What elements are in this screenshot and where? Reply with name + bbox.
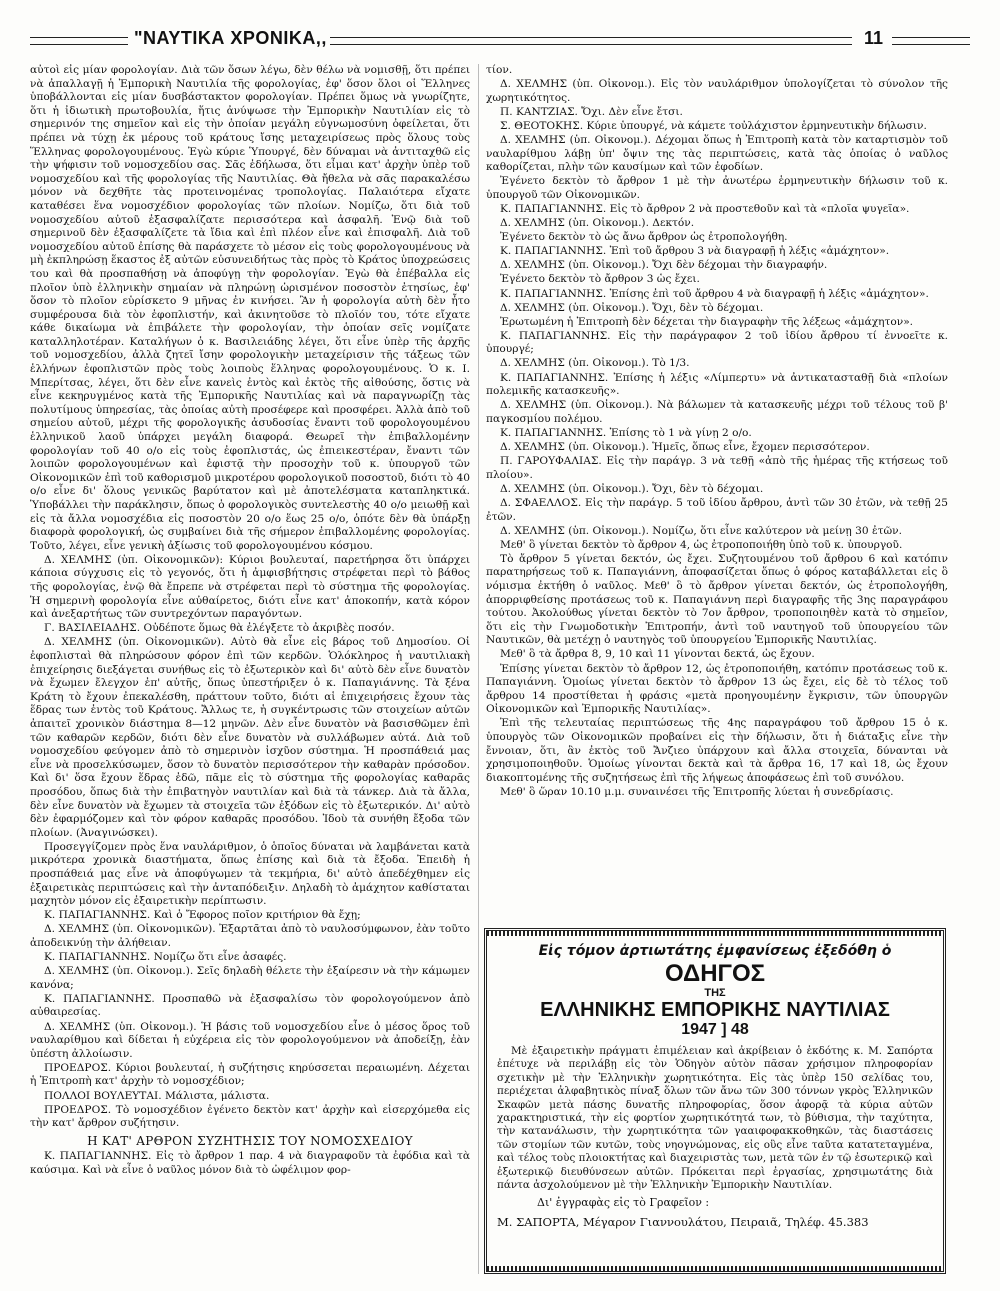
article-paragraph: Μεθ' ὃ γίνεται δεκτὸν τὸ ἄρθρον 4, ὡς ἐτροποποιήθη ὑπὸ τοῦ κ. ὑπουργοῦ. [500, 538, 903, 551]
article-paragraph: Σ. ΘΕΟΤΟΚΗΣ. Κύριε ὑπουργέ, νὰ κάμετε τοὐλάχιστον ἑρμηνευτικὴν δήλωσιν. [500, 119, 927, 132]
section-title: Η ΚΑΤ' ΑΡΘΡΟΝ ΣΥΖΗΤΗΣΙΣ ΤΟΥ ΝΟΜΟΣΧΕΔΙΟΥ [87, 1133, 413, 1148]
advert-years: 1947 ] 48 [681, 1021, 749, 1038]
article-paragraph: Ἐγένετο δεκτὸν τὸ ὡς ἄνω ἄρθρον ὡς ἐτροπολογήθη. [500, 231, 788, 244]
article-paragraph: Π. ΚΑΝΤΖΙΑΣ. Ὄχι. Δὲν εἶνε ἔτσι. [500, 105, 683, 118]
article-paragraph: Μεθ' ὃ ὥραν 10.10 μ.μ. συναινέσει τῆς Ἐπιτροπῆς λύεται ἡ συνεδρίασις. [500, 785, 894, 798]
article-paragraph: Δ. ΧΕΛΜΗΣ (ὑπ. Οἰκονομ.). Εἰς τὸν ναυλάριθμον ὑπολογίζεται τὸ σύνολον τῆς χωρητικότητος. [486, 78, 948, 104]
article-paragraph: Ἐρωτωμένη ἡ Ἐπιτροπὴ δὲν δέχεται τὴν διαγραφὴν τῆς λέξεως «ἀμάχητον». [500, 315, 914, 328]
article-paragraph: Δ. ΧΕΛΜΗΣ (ὑπ. Οἰκονομ.). Ὄχι δὲν δέχομαι τὴν διαγραφήν. [500, 259, 828, 272]
page-number: 11 [864, 28, 884, 48]
article-paragraph: Κ. ΠΑΠΑΓΙΑΝΝΗΣ. Ἐπὶ τοῦ ἄρθρου 3 νὰ διαγραφῇ ἡ λέξις «ἀμάχητον». [500, 245, 890, 258]
article-paragraph: ΠΟΛΛΟΙ ΒΟΥΛΕΥΤΑΙ. Μάλιστα, μάλιστα. [44, 1089, 270, 1102]
article-paragraph: αὐτοὶ εἰς μίαν φορολογίαν. Διὰ τῶν ὅσων λέγω, δὲν θέλω νὰ νομισθῇ, ὅτι πρέπει νὰ ἀπαλλαγῇ ἡ Ἐμπορικὴ Ναυτιλία τῆς φορολογίας, ἐφ' ὅσον ὅλοι οἱ Ἕλληνες ὑποβάλλονται εἰς μίαν δυσβάστακτον φορολογίαν. Πρέπει ὅμως νὰ γνωρίζητε, ὅτι ἡ ἰδιωτικὴ πρωτοβουλία, ἥτις ἀνύψωσε τὴν Ἐμπορικὴν Ναυτιλίαν εἰς τὸ σημερινόν της σημεῖον καὶ εἰς τὴν ὁποίαν μεγάλη εὐγνωμοσύνη ὀφείλεται, ὅτι πρέπει νὰ τύχῃ ἐκ μέρους τοῦ κράτους ἴσης μεταχειρίσεως πρὸς ὅλους τοὺς Ἕλληνας φορολογουμένους. Ἐγὼ κύριε Ὑπουργέ, δὲν δύναμαι νὰ ἀντιταχθῶ εἰς τὴν ψήφισιν τοῦ νομοσχεδίου σας. Σᾶς ἐδήλωσα, ὅτι εἶμαι κατ' ἀρχὴν ὑπὲρ τοῦ νομοσχεδίου καὶ τῆς φορολογίας τῆς Ναυτιλίας. Θὰ ἤθελα νὰ σᾶς παρακαλέσω μόνον νὰ δεχθῆτε τὰς προτεινομένας τροπολογίας. Παλαιότερα εἴχατε καταθέσει ἕνα νομοσχέδιον φορολογίας τῶν πλοίων. Νομίζω, ὅτι διὰ τοῦ νομοσχεδίου αὐτοῦ ἐξασφαλίζατε περισσότερα καὶ ἀσφαλῆ. Ἐνῷ διὰ τοῦ σημερινοῦ δὲν ἐξασφαλίζετε τὰ ἴδια καὶ ἐπὶ πλέον εἶνε καὶ ἐπισφαλῆ. Διὰ τοῦ νομοσχεδίου αὐτοῦ ἐπίσης θὰ παράσχετε τὸ μέσον εἰς τοὺς φορολογουμένους νὰ μὴ ἐκπληρώσῃ ἕκαστος ἐξ αὐτῶν εὐσυνειδήτως τὰς πρὸς τὸ Κράτος ὑποχρεώσεις του καὶ θὰ προσπαθήσῃ νὰ ἀποφύγῃ τὴν φορολογίαν. Ἐγὼ θὰ ἐπέβαλλα εἰς πλοῖον ὑπὸ ἑλληνικὴν σημαίαν νὰ πληρώνῃ ὡρισμένον ποσοστὸν ἐτησίως, ἐφ' ὅσον τὸ πλοῖον εὑρίσκετο 9 μῆνας ἐν κινήσει. Ἂν ἡ φορολογία αὐτὴ δὲν ἦτο συμφέρουσα διὰ τὸν ἐφοπλιστήν, καὶ ἀκινητοῦσε τὸ πλοῖόν του, τότε εἴχατε κάθε δικαίωμα νὰ ἐπιβάλετε τὴν φορολογίαν, τὴν ὁποίαν σεῖς νομίζατε καταλληλοτέραν. Καταλήγων ὁ κ. Βασιλειάδης λέγει, ὅτι εἶνε ὑπὲρ τῆς ἀρχῆς τοῦ νομοσχεδίου, ἀλλὰ ζητεῖ ἴσην φορολογικὴν μεταχείρισιν τῆς τάξεως τῶν ἑλλήνων ἐφοπλιστῶν πρὸς τοὺς λοιποὺς ἕλληνας φορολογουμένους. Ὁ κ. Ι. Μπερίτσας, λέγει, ὅτι δὲν εἶνε κανεὶς ἐντὸς καὶ ἐκτὸς τῆς αἰθούσης, ὅστις νὰ εἶνε κεκηρυγμένος κατὰ τῆς Ἐμπορικῆς Ναυτιλίας καὶ νὰ παραγνωρίζῃ τὰς πολυτίμους ὑπηρεσίας, τὰς ὁποίας αὐτὴ προσέφερε καὶ προσφέρει. Ἀλλὰ ἀπὸ τοῦ σημείου αὐτοῦ, μέχρι τῆς φορολογικῆς ἀσυδοσίας ἔναντι τοῦ φορολογουμένου ἑλληνικοῦ λαοῦ ὑπάρχει μεγάλη διαφορά. Θεωρεῖ τὴν ἐπιβαλλομένην φορολογίαν τοῦ 40 ο/ο εἰς τοὺς ἐφοπλιστάς, ὡς ἐπιεικεστέραν, ἔναντι τῶν λοιπῶν φορολογουμένων καὶ ἐφιστᾷ τὴν προσοχὴν τοῦ κ. ὑπουργοῦ τῶν Οἰκονομικῶν ἐπὶ τοῦ καθορισμοῦ μικροτέρου φορολογικοῦ ποσοστοῦ, διότι τὸ 40 ο/ο εἶνε δι' ὅλους γενικῶς βαρύτατον καὶ μὲ ἀποτελέσματα καταπληκτικά. Ὑποβάλλει τὴν παράκλησιν, ὅπως ὁ φορολογικὸς συντελεστὴς 40 ο/ο μειωθῇ καὶ εἰς τὰ ἄλλα νομοσχέδια εἰς ποσοστὸν 20 ο/ο ἕως 25 ο/ο, ὁπότε δὲν θὰ ὑπάρξῃ διαφορὰ φορολογική, ὡς συμβαίνει διὰ τῆς σήμερον ἐπιβαλλομένης φορολογίας. Τοῦτο, λέγει, εἶνε γενικὴ ἀξίωσις τοῦ φορολογουμένου κόσμου. [30, 64, 470, 552]
article-paragraph: Δ. ΣΦΑΕΛΛΟΣ. Εἰς τὴν παράγρ. 5 τοῦ ἰδίου ἄρθρου, ἀντὶ τῶν 30 ἐτῶν, νὰ τεθῇ 25 ἐτῶν. [486, 496, 948, 523]
advert-border-strip [487, 931, 943, 936]
article-paragraph: Τὸ ἄρθρον 5 γίνεται δεκτόν, ὡς ἔχει. Συζητουμένου τοῦ ἄρθρου 6 καὶ κατόπιν παρατηρήσεως τοῦ κ. Παπαγιάννη, ἀποφασίζεται ὅπως ὁ φόρος καταβάλλεται εἰς ὃ νόμισμα ἐκτήθη ὁ ναῦλος. Μεθ' ὃ τὸ ἄρθρον γίνεται δεκτόν, ὡς ἐτροπολογήθη, ἀπορριφθείσης προτάσεως τοῦ κ. Παπαγιάννη περὶ διαγραφῆς τῆς 3ης παραγράφου τούτου. Ἀκολούθως γίνεται δεκτὸν τὸ 7ον ἄρθρον, τροποποιηθὲν κατὰ τὸ σημεῖον, ὅτι εἰς τὴν Γνωμοδοτικὴν Ἐπιτροπήν, ἀντὶ τοῦ ναυτηγοῦ τοῦ ὑπουργείου τῶν Ναυτικῶν, θὰ μετέχῃ ὁ ναυτηγὸς τοῦ ὑπουργείου Ἐμπορικῆς Ναυτιλίας. [486, 552, 948, 647]
article-paragraph: Κ. ΠΑΠΑΓΙΑΝΝΗΣ. Ἐπίσης ἡ λέξις «Λίμπερτυ» νὰ ἀντικατασταθῇ διὰ «πλοίων πολεμικῆς κατασκευῆς». [486, 371, 948, 398]
article-paragraph: Γ. ΒΑΣΙΛΕΙΑΔΗΣ. Οὐδέποτε ὅμως θὰ ἐλέγξετε τὸ ἀκριβὲς ποσόν. [44, 622, 395, 635]
article-paragraph: Ἐγένετο δεκτὸν τὸ ἄρθρον 3 ὡς ἔχει. [500, 273, 700, 286]
article-paragraph: Δ. ΧΕΛΜΗΣ (ὑπ. Οἰκονομ.). Ὄχι, δὲν τὸ δέχομαι. [500, 301, 764, 314]
article-paragraph: Προσεγγίζομεν πρὸς ἕνα ναυλάριθμον, ὁ ὁποῖος δύναται νὰ λαμβάνεται κατὰ μικρότερα χρονικὰ διαστήματα, ὅπως ἐπίσης καὶ διὰ τὰ ἔξοδα. Ἐπειδὴ ἡ προσπάθειά μας εἶνε νὰ ἀποφύγωμεν τὰ τεκμήρια, δι' αὐτὸ ἀπεδέχθημεν εἰς ἐξαιρετικὰς περιπτώσεις καὶ τὴν ἀνταπόδειξιν. Δηλαδὴ τὸ ἀμάχητον καθίσταται μαχητὸν μόνον εἰς ἐξαιρετικὴν περίπτωσιν. [30, 840, 470, 908]
masthead: "ΝΑΥΤΙΚΑ ΧΡΟΝΙΚΑ,, [134, 28, 327, 48]
page-header [30, 28, 970, 54]
article-paragraph: Κ. ΠΑΠΑΓΙΑΝΝΗΣ. Εἰς τὸ ἄρθρον 1 παρ. 4 νὰ διαγραφοῦν τὰ ἐφόδια καὶ τὰ καύσιμα. Καὶ νὰ εἶνε ὁ ναῦλος μόνον διὰ τὸ ὠφέλιμον φορ- [30, 1150, 470, 1176]
article-paragraph: Δ. ΧΕΛΜΗΣ (ὑπ. Οἰκονομ.). Δεκτόν. [500, 217, 695, 230]
article-paragraph: Κ. ΠΑΠΑΓΙΑΝΝΗΣ. Καὶ ὁ Ἔφορος ποῖον κριτήριον θὰ ἔχῃ; [44, 909, 361, 922]
article-paragraph: Κ. ΠΑΠΑΓΙΑΝΝΗΣ. Ἐπίσης τὸ 1 νὰ γίνῃ 2 ο/ο. [500, 426, 752, 439]
article-paragraph: Κ. ΠΑΠΑΓΙΑΝΝΗΣ. Εἰς τὴν παράγραφον 2 τοῦ ἰδίου ἄρθρου τί ἐννοεῖτε κ. ὑπουργέ; [486, 329, 948, 356]
article-paragraph: Κ. ΠΑΠΑΓΙΑΝΝΗΣ. Προσπαθῶ νὰ ἐξασφαλίσω τὸν φορολογούμενον ἀπὸ αὐθαιρεσίας. [30, 992, 470, 1019]
article-paragraph: Δ. ΧΕΛΜΗΣ (ὑπ. Οἰκονομικῶν): Κύριοι βουλευταί, παρετήρησα ὅτι ὑπάρχει κάποια σύγχυσις εἰς τὸ γεγονός, ὅτι ἡ ἀμφισβήτησις στρέφεται περὶ τὸ βάθος τῆς φορολογίας, ἐνῷ θὰ ἔπρεπε νὰ στρέφεται περὶ τὸ σύστημα τῆς φορολογίας. Ἡ σημερινὴ φορολογία εἶνε αὐθαίρετος, διότι εἶνε κατ' ἀποκοπήν, κατὰ κόρον καὶ ἀνεξαρτήτως τῶν συντρεχόντων παραγόντων. [30, 553, 470, 621]
advert-subscription: Δι' ἐγγραφὰς εἰς τὸ Γραφεῖον : [537, 1196, 710, 1210]
advert-subject: ΕΛΛΗΝΙΚΗΣ ΕΜΠΟΡΙΚΗΣ ΝΑΥΤΙΛΙΑΣ [540, 999, 890, 1021]
article-paragraph: Δ. ΧΕΛΜΗΣ (ὑπ. Οἰκονομ.). Ἡμεῖς, ὅπως εἶνε, ἔχομεν περισσότερον. [500, 441, 870, 454]
advert-body: Μὲ ἐξαιρετικὴν πράγματι ἐπιμέλειαν καὶ ἀκρίβειαν ὁ ἐκδότης κ. Μ. Σαπόρτα ἐπέτυχε νὰ περιλάβῃ εἰς τὸν Ὁδηγὸν αὐτὸν πᾶσαν χρήσιμον πληροφορίαν σχετικὴν μὲ τὴν Ἑλληνικὴν χωρητικότητα. Εἰς τὰς ὑπὲρ 150 σελίδας του, περιέχεται ἀλφαβητικὸς πίναξ ὅλων τῶν ἄνω τῶν 300 τόννων γκρὸς Ἑλληνικῶν Σκαφῶν μετὰ πάσης δυνατῆς πληροφορίας, ὅσον ἀφορᾷ τὰ κύρια αὐτῶν χαρακτηριστικά, τὴν εἰς φορτίον χωρητικότητά των, τὸ βύθισμα, τὴν ταχύτητα, τὴν κατανάλωσιν, τὴν χωρητικότητα τῶν γααιφοφακκοθηκῶν, τὰς διαστάσεις τῶν στομίων τῶν κυτῶν, τοὺς νηογνώμονας, εἰς οὓς εἶνε ταῦτα κατατεταγμένα, καὶ τέλος τοὺς πλοιοκτήτας καὶ διαχειριστὰς των, μετὰ τῶν ἐν τῷ ἐσωτερικῷ καὶ ἐξωτερικῷ διευθύνσεων αὐτῶν. Πρόκειται περὶ ἐργασίας, χρησιμωτάτης διὰ πάντα ἀσχολούμενον μὲ τὴν Ἑλληνικὴν Ἐμπορικὴν Ναυτιλίαν. [497, 1045, 933, 1192]
advert-title: ΟΔΗΓΟΣ [664, 960, 766, 987]
article-paragraph: Δ. ΧΕΛΜΗΣ (ὑπ. Οἰκονομικῶν). Ἐξαρτᾶται ἀπὸ τὸ ναυλοσύμφωνον, ἐὰν τοῦτο ἀποδεικνύῃ τὴν ἀλήθειαν. [30, 923, 470, 949]
article-paragraph: Ἐπίσης γίνεται δεκτὸν τὸ ἄρθρον 12, ὡς ἐτροποποιήθη, κατόπιν προτάσεως τοῦ κ. Παπαγιάννη. Ὁμοίως γίνεται δεκτὸν τὸ ἄρθρον 13 ὡς ἔχει, εἰς δὲ τὸ τέλος τοῦ ἄρθρου 14 προστίθεται ἡ φράσις «μετὰ προηγουμένην ἔγκρισιν, τῶν ὑπουργῶν Οἰκονομικῶν καὶ Ἐμπορικῆς Ναυτιλίας». [486, 662, 948, 716]
header-rule-right [892, 37, 970, 45]
article-paragraph: Π. ΓΑΡΟΥΦΑΛΙΑΣ. Εἰς τὴν παράγρ. 3 νὰ τεθῇ «ἀπὸ τῆς ἡμέρας τῆς κτήσεως τοῦ πλοίου». [486, 455, 948, 481]
article-paragraph: ΠΡΟΕΔΡΟΣ. Κύριοι βουλευταί, ἡ συζήτησις κηρύσσεται περαιωμένη. Δέχεται ἡ Ἐπιτροπὴ κατ' ἀρχὴν τὸ νομοσχέδιον; [30, 1061, 470, 1088]
article-paragraph: Ἐγένετο δεκτὸν τὸ ἄρθρον 1 μὲ τὴν ἀνωτέρω ἑρμηνευτικὴν δήλωσιν τοῦ κ. ὑπουργοῦ τῶν Οἰκονομικῶν. [486, 175, 948, 201]
left-column [30, 64, 470, 1274]
article-paragraph: Ἐπὶ τῆς τελευταίας περιπτώσεως τῆς 4ης παραγράφου τοῦ ἄρθρου 15 ὁ κ. ὑπουργὸς τῶν Οἰκονομικῶν προβαίνει εἰς τὴν δήλωσιν, ὅτι ἡ διάταξις εἶνε τὴν ἔννοιαν, ὅτι, ἂν ἐκτὸς τοῦ Ἄνζιεο ὑπάρχουν καὶ ἄλλα στοιχεῖα, δύνανται νὰ χρησιμοποιηθοῦν. Ὁμοίως γίνονται δεκτὰ καὶ τὰ ἄρθρα 16, 17 καὶ 18, ὡς ἔχουν διακοπτομένης τῆς συζητήσεως ἐπὶ τῆς λήψεως ἀποφάσεως ἐπὶ τοῦ συνόλου. [486, 717, 948, 784]
advert-contact: Μ. ΣΑΠΟΡΤΑ, Μέγαρον Γιαννουλάτου, Πειραιᾶ, Τηλέφ. 45.383 [497, 1215, 869, 1230]
article-paragraph: Κ. ΠΑΠΑΓΙΑΝΝΗΣ. Εἰς τὸ ἄρθρον 2 νὰ προστεθοῦν καὶ τὰ «πλοῖα ψυγεῖα». [500, 202, 910, 215]
column-divider [478, 64, 479, 1274]
header-rule-left [30, 37, 128, 45]
header-rule-middle [330, 37, 852, 45]
article-paragraph: Δ. ΧΕΛΜΗΣ (ὑπ. Οἰκονομ.). Σεῖς δηλαδὴ θέλετε τὴν ἐξαίρεσιν νὰ τὴν κάμωμεν κανόνα; [30, 965, 470, 991]
advert-border-strip [487, 1266, 943, 1271]
advert-intro: Εἰς τόμον ἀρτιωτάτης ἐμφανίσεως ἐξεδόθη ὁ [538, 943, 892, 959]
article-paragraph: Δ. ΧΕΛΜΗΣ (ὑπ. Οἰκονομ.). Τὸ 1/3. [500, 357, 690, 370]
article-paragraph: Δ. ΧΕΛΜΗΣ (ὑπ. Οἰκονομ.). Νὰ βάλωμεν τὰ κατασκευῆς μέχρι τοῦ τέλους τοῦ β' παγκοσμίου πολέμου. [486, 399, 948, 425]
article-paragraph: Κ. ΠΑΠΑΓΙΑΝΝΗΣ. Ἐπίσης ἐπὶ τοῦ ἄρθρου 4 νὰ διαγραφῇ ἡ λέξις «ἀμάχητον». [500, 287, 929, 300]
article-paragraph: Δ. ΧΕΛΜΗΣ (ὑπ. Οἰκονομικῶν). Αὐτὸ θὰ εἶνε εἰς βάρος τοῦ Δημοσίου. Οἱ ἐφοπλισταὶ θὰ πληρώσουν φόρον ἐπὶ τῶν κερδῶν. Ὁλόκληρος ἡ ναυτιλιακὴ ἐπιχείρησις διεξάγεται συνήθως εἰς τὸ ἐξωτερικὸν καὶ δι' αὐτὸ δὲν εἶνε δυνατὸν νὰ ἔχωμεν ἔλεγχον ἐπ' αὐτῆς, ὅπως ὑπεστήριξεν ὁ κ. Παπαγιάννης. Τὰ ξένα Κράτη τὸ ἔχουν ἐπεκαλέσθη, πράττουν τοῦτο, διότι αἱ ἐπιχειρήσεις ἔχουν τὰς ἕδρας των ἐντὸς τοῦ Κράτους. Ἄλλως τε, ἡ συγκέντρωσις τῶν στοιχείων αὐτῶν ἀπαιτεῖ χρονικὸν διάστημα 8—12 μηνῶν. Δὲν εἶνε δυνατὸν νὰ βασισθῶμεν ἐπὶ τῶν καθαρῶν κερδῶν, διότι δὲν εἶνε δυνατὸν νὰ συλλάβωμεν αὐτά. Διὰ τοῦ νομοσχεδίου φεύγομεν ἀπὸ τὸ σημερινὸν ἰσχῦον σύστημα. Ἡ προσπάθειά μας εἶνε νὰ προσελκύσωμεν, ὅσον τὸ δυνατὸν περισσότερον τὴν καθαρὰν πρόσοδον. Καὶ δι' ὅσα ἔχουν ἕδρας ἐδῶ, πᾶμε εἰς τὸ σύστημα τῆς φορολογίας καθαρᾶς προσόδου, ὅπως διὰ τὴν ἐπιβατηγὸν ναυτιλίαν καὶ διὰ τὰ τάνκερ. Διὰ τὰ ἄλλα, δὲν εἶνε δυνατὸν νὰ ἔχωμεν τὰ στοιχεῖα τῶν ἐξόδων εἰς τὸ ἐξωτερικόν. Δι' αὐτὸ δὲν ἐφαρμόζομεν καὶ τὸν φόρον καθαρᾶς προσόδου. Ἰδοὺ τὰ συνήθη ἔξοδα τῶν πλοίων. (Ἀναγινώσκει). [30, 636, 470, 839]
article-paragraph: Δ. ΧΕΛΜΗΣ (ὑπ. Οἰκονομ.). Δέχομαι ὅπως ἡ Ἐπιτροπὴ κατὰ τὸν καταρτισμὸν τοῦ ναυλαρίθμου λάβῃ ὑπ' ὄψιν της τὰς περιπτώσεις, κατὰ τὰς ὁποίας ὁ ναῦλος καθορίζεται, πλὴν τῶν καυσίμων καὶ τῶν ἐφοδίων. [486, 133, 948, 174]
advert-of: ΤΗΣ [704, 987, 726, 999]
article-paragraph: Δ. ΧΕΛΜΗΣ (ὑπ. Οἰκονομ.). Νομίζω, ὅτι εἶνε καλύτερον νὰ μείνῃ 30 ἐτῶν. [500, 524, 902, 537]
article-paragraph: τίον. [486, 64, 513, 76]
article-paragraph: ΠΡΟΕΔΡΟΣ. Τὸ νομοσχέδιον ἐγένετο δεκτὸν κατ' ἀρχὴν καὶ εἰσερχόμεθα εἰς τὴν κατ' ἄρθρον συζήτησιν. [30, 1103, 470, 1130]
article-paragraph: Δ. ΧΕΛΜΗΣ (ὑπ. Οἰκονομ.). Ἡ βάσις τοῦ νομοσχεδίου εἶνε ὁ μέσος ὅρος τοῦ ναυλαρίθμου καὶ δίδεται ἡ εὐχέρεια εἰς τὸν φορολογούμενον νὰ ἀποδείξῃ, ἐὰν ὑπέστη ἀλλοίωσιν. [30, 1020, 470, 1060]
article-paragraph: Μεθ' ὃ τὰ ἄρθρα 8, 9, 10 καὶ 11 γίνονται δεκτά, ὡς ἔχουν. [500, 648, 815, 661]
right-column [486, 64, 948, 922]
article-paragraph: Κ. ΠΑΠΑΓΙΑΝΝΗΣ. Νομίζω ὅτι εἶνε ἀσαφές. [44, 951, 287, 964]
article-paragraph: Δ. ΧΕΛΜΗΣ (ὑπ. Οἰκονομ.). Ὄχι, δὲν τὸ δέχομαι. [500, 482, 764, 495]
book-advertisement [484, 928, 946, 1274]
